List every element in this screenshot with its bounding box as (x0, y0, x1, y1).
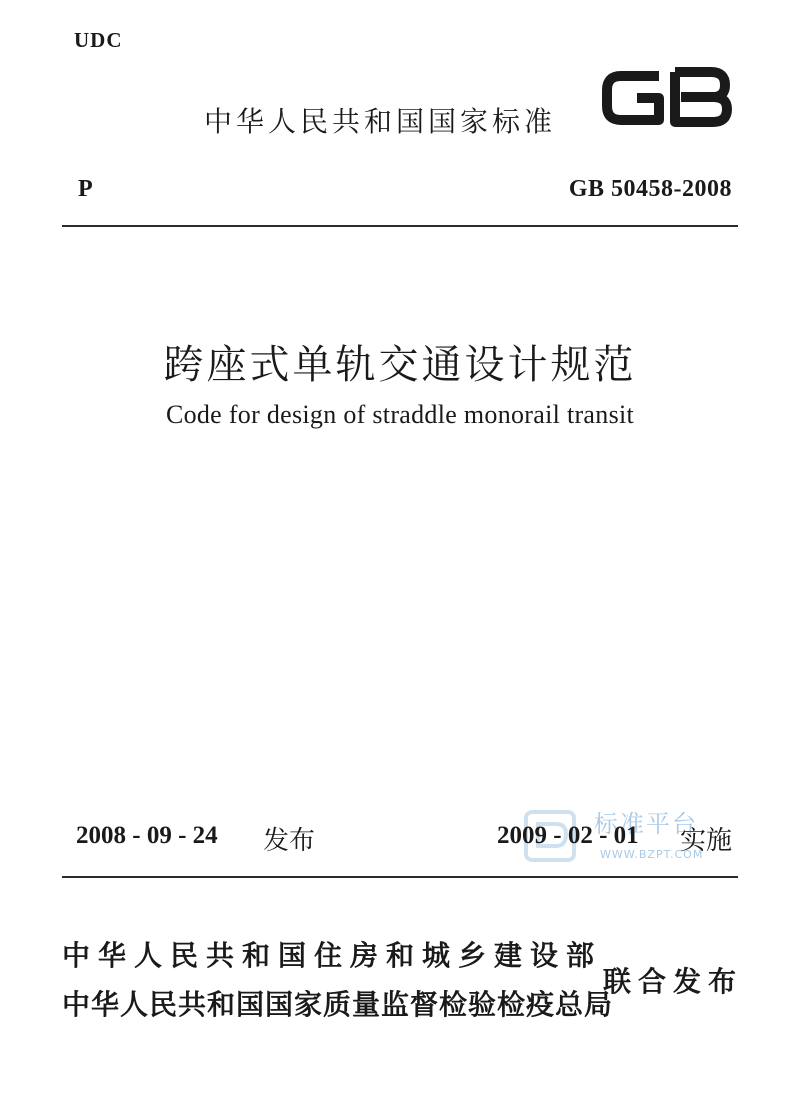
issuing-authority-2: 中华人民共和国国家质量监督检验检疫总局 (62, 988, 614, 1021)
implementation-label: 实施 (680, 826, 733, 856)
title-english: Code for design of straddle monorail transit (165, 400, 635, 429)
bottom-divider (62, 876, 738, 878)
implementation-date: 2009 - 02 - 01 (497, 822, 639, 849)
top-divider (62, 225, 738, 227)
joint-issue-label: 联合发布 (603, 965, 744, 998)
watermark-url: WWW.BZPT.COM (600, 848, 704, 861)
udc-label: UDC (74, 28, 123, 52)
issuing-authority-1: 中华人民共和国住房和城乡建设部 (62, 939, 603, 972)
classification-code: P (78, 176, 93, 202)
standard-number: GB 50458-2008 (568, 176, 732, 202)
title-chinese: 跨座式单轨交通设计规范 (163, 342, 637, 388)
standard-type-heading: 中华人民共和国国家标准 (204, 105, 557, 138)
gb-logo-icon (597, 62, 737, 132)
watermark-text: 标准平台 (594, 810, 698, 838)
issue-date: 2008 - 09 - 24 (76, 822, 218, 849)
issue-label: 发布 (263, 826, 316, 856)
